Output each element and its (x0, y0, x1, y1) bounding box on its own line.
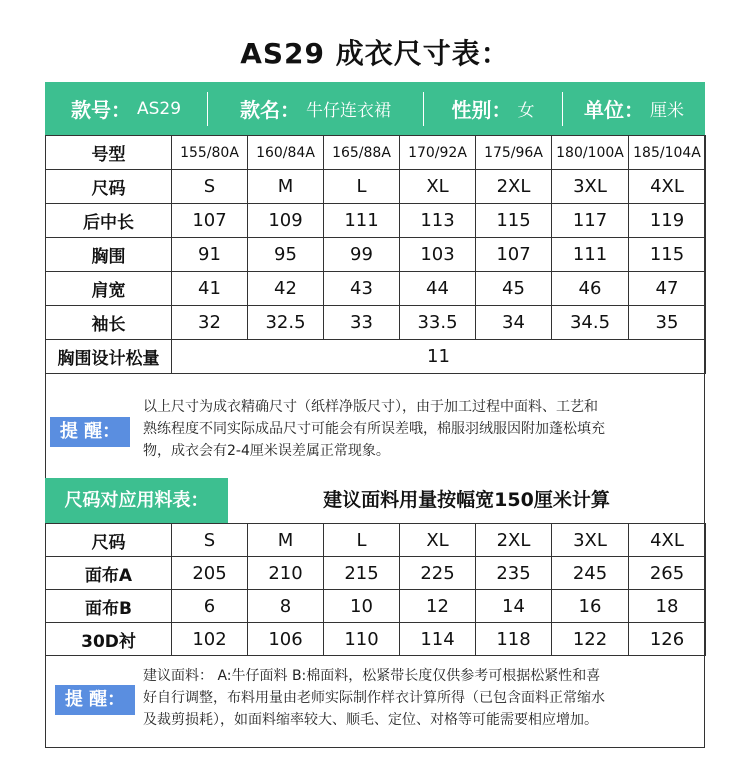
table-cell: 32 (172, 306, 248, 340)
table-row (46, 623, 706, 656)
fabric-section-note: 建议面料用量按幅宽150厘米计算 (323, 489, 610, 511)
table-cell: 6 (172, 590, 248, 623)
table-row (46, 590, 706, 623)
table-cell: 12 (400, 590, 476, 623)
table-cell: 180/100A (552, 136, 629, 170)
table-cell: 4XL (629, 524, 706, 557)
table-cell: 2XL (476, 170, 552, 204)
name-value: 牛仔连衣裙 (306, 101, 391, 121)
table-cell: 3XL (552, 524, 629, 557)
table-cell: 117 (552, 204, 629, 238)
row-label: 面布B (46, 590, 172, 623)
page-title: AS29 成衣尺寸表： (240, 37, 510, 70)
table-cell: 32.5 (248, 306, 324, 340)
gender-label: 性别： (451, 98, 512, 122)
table-cell: S (172, 524, 248, 557)
table-row (46, 524, 706, 557)
reminder-note-2 (45, 655, 705, 748)
table-cell: 35 (629, 306, 706, 340)
row-label: 尺码 (46, 170, 172, 204)
table-cell: 114 (400, 623, 476, 656)
table-cell: 16 (552, 590, 629, 623)
table-cell: 235 (476, 557, 552, 590)
table-row (46, 557, 706, 590)
name-cell (208, 82, 423, 135)
unit-cell (563, 82, 705, 135)
table-cell: 126 (629, 623, 706, 656)
table-cell: 118 (476, 623, 552, 656)
row-label: 面布A (46, 557, 172, 590)
table-cell: 155/80A (172, 136, 248, 170)
table-row (46, 204, 706, 238)
table-cell: 18 (629, 590, 706, 623)
reminder-text (143, 396, 605, 462)
row-label: 袖长 (46, 306, 172, 340)
size-table (45, 135, 706, 374)
gender-value: 女 (517, 101, 535, 121)
table-cell: 210 (248, 557, 324, 590)
table-cell: 119 (629, 204, 706, 238)
table-cell: 111 (324, 204, 400, 238)
table-cell: 215 (324, 557, 400, 590)
table-cell: 170/92A (400, 136, 476, 170)
reminder-line: 熟练程度不同实际成品尺寸可能会有所误差哦，棉服羽绒服因附加蓬松填充 (143, 421, 605, 437)
ease-label: 胸围设计松量 (46, 340, 172, 374)
table-row (46, 238, 706, 272)
reminder-line: 好自行调整，布料用量由老师实际制作样衣计算所得（已包含面料正常缩水 (143, 690, 605, 706)
name-label: 款名： (240, 98, 300, 122)
row-label: 30D衬 (46, 623, 172, 656)
table-cell: 265 (629, 557, 706, 590)
table-cell: 3XL (552, 170, 629, 204)
table-cell: 205 (172, 557, 248, 590)
style-no-cell (45, 82, 207, 135)
table-cell: 115 (629, 238, 706, 272)
table-cell: 110 (324, 623, 400, 656)
table-cell: 46 (552, 272, 629, 306)
table-cell: L (324, 524, 400, 557)
table-row (46, 136, 706, 170)
table-cell: 95 (248, 238, 324, 272)
table-cell: 10 (324, 590, 400, 623)
table-cell: 4XL (629, 170, 706, 204)
header-bar (45, 82, 705, 135)
reminder-tag: 提 醒： (50, 417, 130, 447)
style-no-label: 款号： (70, 98, 131, 122)
table-cell: 106 (248, 623, 324, 656)
reminder-note-1 (45, 375, 705, 478)
unit-value: 厘米 (650, 101, 684, 121)
table-cell: 2XL (476, 524, 552, 557)
table-cell: 33 (324, 306, 400, 340)
table-cell: 43 (324, 272, 400, 306)
row-label: 肩宽 (46, 272, 172, 306)
table-cell: 42 (248, 272, 324, 306)
table-cell: 113 (400, 204, 476, 238)
table-row (46, 306, 706, 340)
table-cell: 45 (476, 272, 552, 306)
table-cell: 14 (476, 590, 552, 623)
ease-row (46, 340, 706, 374)
table-cell: S (172, 170, 248, 204)
table-cell: 107 (172, 204, 248, 238)
table-cell: 33.5 (400, 306, 476, 340)
table-row (46, 272, 706, 306)
style-no-value: AS29 (136, 98, 182, 119)
reminder-line: 建议面料： A:牛仔面料 B:棉面料，松紧带长度仅供参考可根据松紧性和喜 (143, 668, 601, 684)
fabric-table (45, 523, 706, 656)
reminder-line: 及裁剪损耗），如面料缩率较大、顺毛、定位、对格等可能需要相应增加。 (143, 712, 598, 728)
unit-label: 单位： (584, 98, 644, 122)
table-cell: M (248, 170, 324, 204)
table-cell: 8 (248, 590, 324, 623)
table-cell: 111 (552, 238, 629, 272)
fabric-section-header (45, 478, 705, 523)
fabric-section-label: 尺码对应用料表： (45, 478, 228, 523)
table-cell: 102 (172, 623, 248, 656)
table-cell: 34.5 (552, 306, 629, 340)
table-cell: 115 (476, 204, 552, 238)
row-label: 胸围 (46, 238, 172, 272)
table-cell: 160/84A (248, 136, 324, 170)
table-cell: 91 (172, 238, 248, 272)
table-cell: XL (400, 170, 476, 204)
table-cell: 122 (552, 623, 629, 656)
ease-value: 11 (172, 340, 706, 374)
table-cell: 165/88A (324, 136, 400, 170)
table-cell: 245 (552, 557, 629, 590)
reminder-tag: 提 醒： (55, 685, 135, 715)
gender-cell (424, 82, 562, 135)
table-row (46, 170, 706, 204)
reminder-line: 以上尺寸为成衣精确尺寸（纸样净版尺寸），由于加工过程中面料、工艺和 (143, 399, 598, 415)
table-cell: 109 (248, 204, 324, 238)
table-cell: 47 (629, 272, 706, 306)
table-cell: L (324, 170, 400, 204)
row-label: 后中长 (46, 204, 172, 238)
table-cell: M (248, 524, 324, 557)
table-cell: 41 (172, 272, 248, 306)
row-label: 尺码 (46, 524, 172, 557)
table-cell: 225 (400, 557, 476, 590)
table-cell: 175/96A (476, 136, 552, 170)
table-cell: XL (400, 524, 476, 557)
table-cell: 107 (476, 238, 552, 272)
table-cell: 44 (400, 272, 476, 306)
table-cell: 185/104A (629, 136, 706, 170)
table-cell: 103 (400, 238, 476, 272)
table-cell: 99 (324, 238, 400, 272)
reminder-text (143, 665, 605, 731)
table-cell: 34 (476, 306, 552, 340)
reminder-line: 物，成衣会有2-4厘米误差属正常现象。 (143, 443, 390, 459)
row-label: 号型 (46, 136, 172, 170)
